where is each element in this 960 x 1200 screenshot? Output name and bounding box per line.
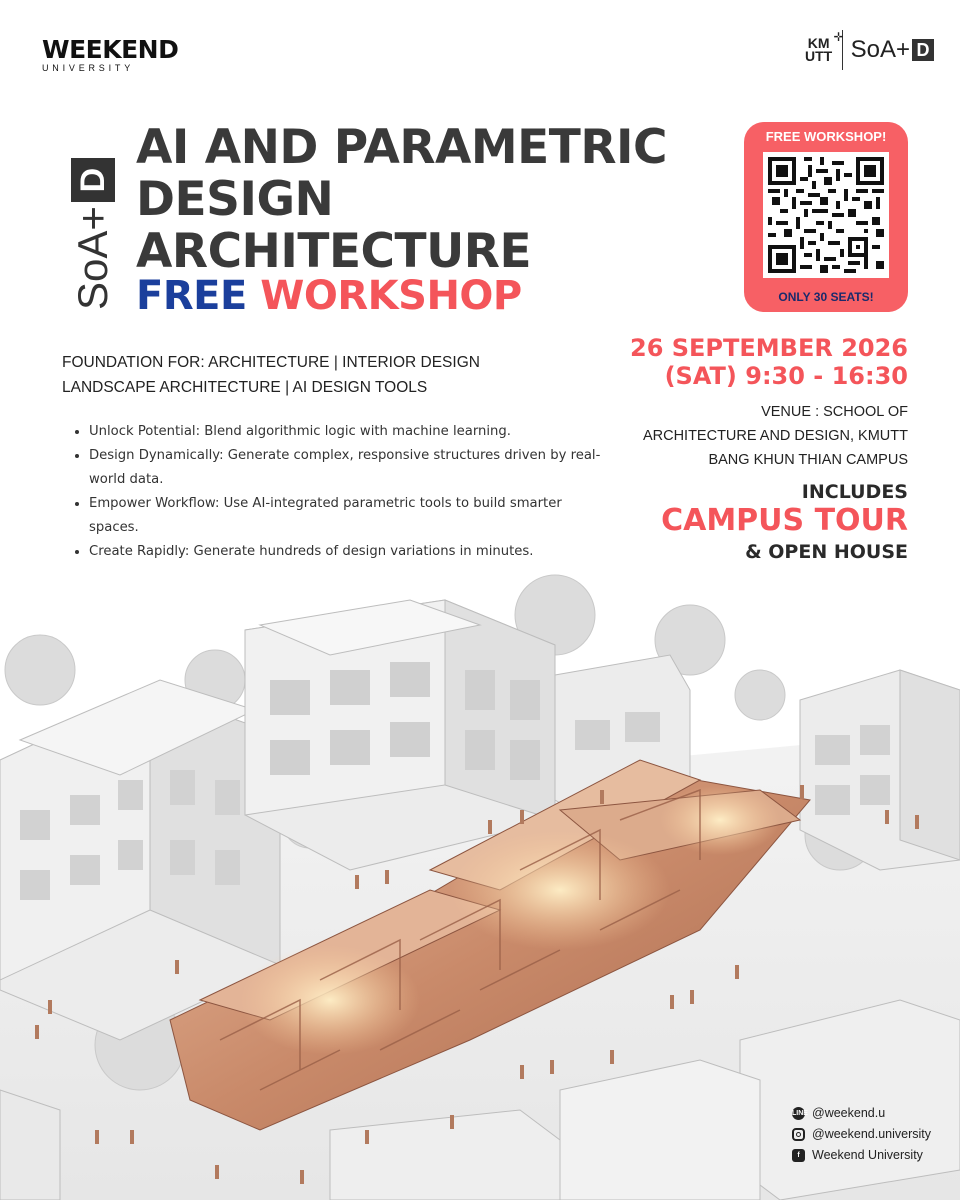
weekend-university-logo (42, 35, 179, 73)
instagram-icon (792, 1128, 805, 1141)
facebook-link[interactable]: f Weekend University (792, 1145, 931, 1166)
title-line-2: DESIGN (136, 172, 334, 227)
partner-logos (804, 28, 934, 72)
list-item: • Empower Workflow: Use AI-integrated parametric tools to build smarter spaces. (89, 492, 612, 540)
qr-registration-card[interactable] (744, 122, 908, 312)
qr-top-label: FREE WORKSHOP! (765, 129, 887, 144)
weekend-logo-sub: UNIVERSITY (42, 63, 135, 73)
social-links (792, 1103, 931, 1166)
cross-icon: ✛ (833, 30, 844, 44)
line-icon: LINE (792, 1107, 805, 1120)
soad-logo: SoA+ D (851, 36, 934, 64)
vertical-soad-logo: SoA+ D (68, 130, 118, 310)
qr-code-icon[interactable] (763, 152, 889, 278)
list-item: • Create Rapidly: Generate hundreds of design variations in minutes. (89, 540, 612, 564)
event-date: 26 SEPTEMBER 2026 (SAT) 9:30 - 16:30 (630, 334, 908, 390)
weekend-logo-word: WEEKEND (42, 35, 179, 64)
title-line-3: ARCHITECTURE (136, 224, 532, 279)
foundation-text: FOUNDATION FOR: ARCHITECTURE | INTERIOR DESIGN LANDSCAPE ARCHITECTURE | AI DESIGN TOOLS (62, 354, 480, 396)
event-venue: VENUE : SCHOOL OF ARCHITECTURE AND DESIGN, KMUTT BANG KHUN THIAN CAMPUS (642, 404, 908, 468)
facebook-icon: f (792, 1149, 805, 1162)
kmutt-logo: ✛ KM UTT (805, 30, 844, 64)
list-item: • Unlock Potential: Blend algorithmic logic with machine learning. (89, 420, 612, 444)
page-title (136, 122, 667, 278)
title-line-1: AI AND PARAMETRIC (136, 120, 667, 175)
line-link[interactable]: LINE @weekend.u (792, 1106, 886, 1120)
benefits-list (72, 420, 612, 564)
list-item: • Design Dynamically: Generate complex, responsive structures driven by real-world data. (89, 444, 612, 492)
instagram-link[interactable]: @weekend.university (792, 1124, 931, 1145)
free-workshop-heading: FREE WORKSHOP (136, 273, 522, 319)
qr-bottom-label: ONLY 30 SEATS! (778, 290, 874, 304)
event-includes: INCLUDES CAMPUS TOUR & OPEN HOUSE (661, 481, 908, 563)
